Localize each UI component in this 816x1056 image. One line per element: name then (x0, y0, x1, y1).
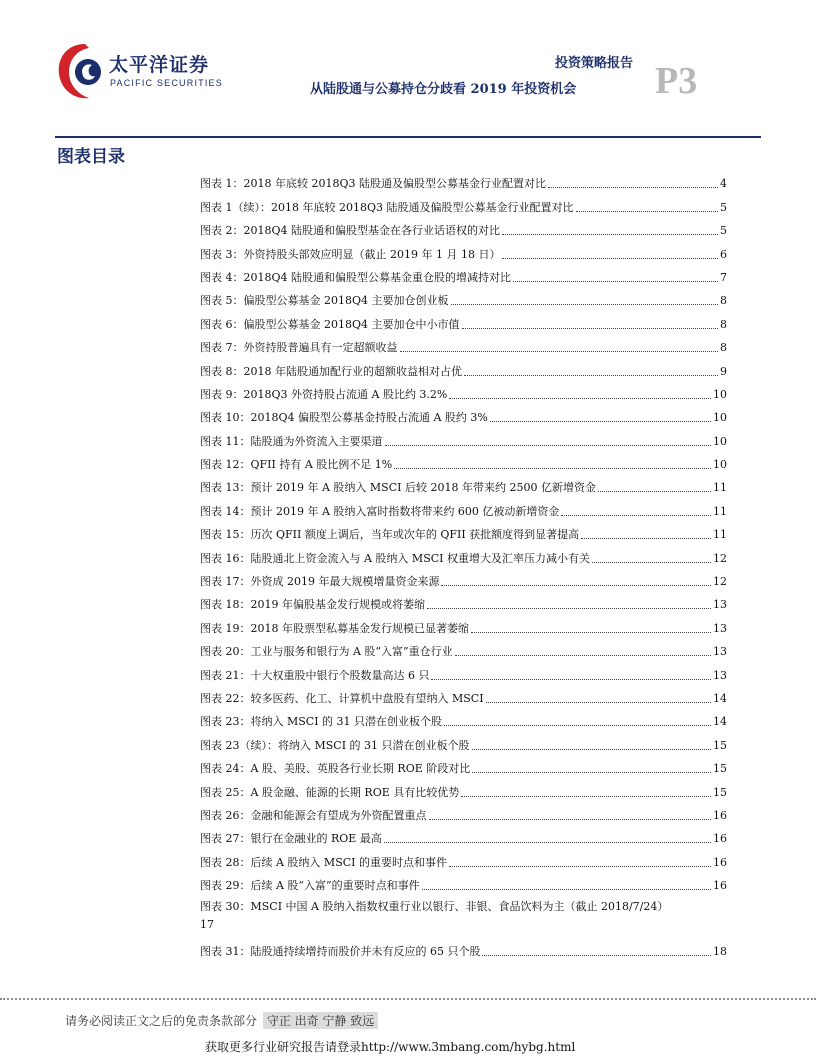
toc-dot-leader (472, 749, 711, 750)
toc-dot-leader (502, 258, 718, 259)
toc-dot-leader (581, 538, 711, 539)
toc-entry-page: 15 (713, 785, 727, 799)
toc-entry-page: 16 (713, 832, 727, 846)
toc-entry[interactable] (200, 729, 727, 752)
toc-entry-label: 图表 9：2018Q3 外资持股占流通 A 股比约 3.2% (200, 387, 448, 401)
toc-entry[interactable] (200, 215, 727, 238)
toc-entry-label: 图表 20：工业与服务和银行为 A 股“入富”重仓行业 (200, 645, 453, 659)
toc-entry[interactable] (200, 846, 727, 869)
toc-entry[interactable] (200, 168, 727, 191)
toc-entry[interactable] (200, 870, 727, 893)
toc-entry-label: 图表 28：后续 A 股纳入 MSCI 的重要时点和事件 (200, 855, 447, 869)
toc-entry[interactable] (200, 285, 727, 308)
toc-dot-leader (486, 702, 711, 703)
toc-entry-page: 12 (713, 575, 727, 589)
toc-entry-label: 图表 14：预计 2019 年 A 股纳入富时指数将带来约 600 亿被动新增资金 (200, 504, 560, 518)
table-of-figures (200, 168, 727, 959)
toc-entry-page: 8 (720, 294, 727, 308)
toc-entry-page: 11 (713, 481, 727, 495)
toc-entry-page: 16 (713, 879, 727, 893)
toc-entry-page: 16 (713, 855, 727, 869)
toc-dot-leader (449, 398, 711, 399)
company-logo (55, 40, 225, 102)
toc-entry-page: 8 (720, 317, 727, 331)
toc-entry-label: 图表 2：2018Q4 陆股通和偏股型基金在各行业话语权的对比 (200, 224, 501, 238)
toc-entry-label: 图表 1（续）：2018 年底较 2018Q3 陆股通及偏股型公募基金行业配置对比 (200, 200, 574, 214)
toc-entry-label: 图表 24：A 股、美股、英股各行业长期 ROE 阶段对比 (200, 762, 471, 776)
toc-entry-label: 图表 11：陆股通为外资流入主要渠道 (200, 434, 383, 448)
toc-entry-page: 4 (720, 177, 727, 191)
toc-entry[interactable] (200, 472, 727, 495)
toc-entry-page: 5 (720, 200, 727, 214)
toc-dot-leader (429, 819, 712, 820)
toc-entry-page: 8 (720, 341, 727, 355)
toc-dot-leader (592, 562, 711, 563)
toc-entry-page: 13 (713, 645, 727, 659)
toc-entry[interactable] (200, 238, 727, 261)
toc-dot-leader (502, 234, 718, 235)
toc-entry-page: 18 (713, 944, 727, 958)
toc-entry-page: 13 (713, 598, 727, 612)
header-divider (55, 136, 761, 138)
toc-entry[interactable] (200, 683, 727, 706)
toc-dot-leader (441, 585, 711, 586)
toc-dot-leader (513, 281, 718, 282)
toc-entry-label: 图表 23（续）：将纳入 MSCI 的 31 只潜在创业板个股 (200, 738, 470, 752)
download-notice[interactable]: 获取更多行业研究报告请登录http://www.3mbang.com/hybg.html (205, 1040, 576, 1054)
section-title: 图表目录 (57, 147, 125, 167)
toc-entry-label: 图表 3：外资持股头部效应明显（截止 2019 年 1 月 18 日） (200, 247, 501, 261)
toc-entry[interactable] (200, 449, 727, 472)
toc-entry-page: 14 (713, 715, 727, 729)
toc-entry[interactable] (200, 355, 727, 378)
toc-dot-leader (482, 955, 711, 956)
toc-entry-label: 图表 7：外资持股普遍具有一定超额收益 (200, 341, 398, 355)
toc-dot-leader (462, 328, 719, 329)
toc-entry[interactable] (200, 191, 727, 214)
toc-dot-leader (427, 608, 711, 609)
toc-entry-label: 图表 1：2018 年底较 2018Q3 陆股通及偏股型公募基金行业配置对比 (200, 177, 546, 191)
toc-entry[interactable] (200, 706, 727, 729)
toc-entry[interactable] (200, 636, 727, 659)
toc-dot-leader (464, 375, 718, 376)
report-type: 投资策略报告 (555, 56, 634, 71)
page-label: P3 (655, 60, 698, 102)
toc-dot-leader (451, 304, 719, 305)
toc-entry-page: 11 (713, 504, 727, 518)
toc-entry[interactable] (200, 262, 727, 285)
toc-dot-leader (400, 351, 719, 352)
toc-entry[interactable] (200, 612, 727, 635)
toc-entry[interactable] (200, 495, 727, 518)
toc-entry-label: 图表 21：十大权重股中银行个股数量高达 6 只 (200, 668, 430, 682)
toc-entry-page: 15 (713, 738, 727, 752)
toc-entry-label: 图表 12：QFII 持有 A 股比例不足 1% (200, 458, 393, 472)
toc-dot-leader (384, 842, 711, 843)
toc-entry[interactable] (200, 776, 727, 799)
toc-dot-leader (471, 632, 711, 633)
toc-entry-label: 图表 18：2019 年偏股基金发行规模或将萎缩 (200, 598, 425, 612)
toc-entry[interactable] (200, 519, 727, 542)
toc-entry[interactable] (200, 542, 727, 565)
toc-entry-page: 12 (713, 551, 727, 565)
toc-entry-label: 图表 25：A 股金融、能源的长期 ROE 具有比较优势 (200, 785, 460, 799)
toc-entry-label: 图表 10：2018Q4 偏股型公募基金持股占流通 A 股约 3% (200, 411, 488, 425)
document-title: 从陆股通与公募持仓分歧看 2019 年投资机会 (310, 82, 577, 97)
toc-entry[interactable] (200, 566, 727, 589)
toc-entry[interactable] (200, 893, 727, 935)
toc-entry-page: 16 (713, 808, 727, 822)
toc-entry[interactable] (200, 379, 727, 402)
toc-entry[interactable] (200, 402, 727, 425)
toc-entry[interactable] (200, 308, 727, 331)
toc-dot-leader (576, 211, 719, 212)
footer-divider (0, 998, 816, 1000)
toc-dot-leader (598, 491, 711, 492)
toc-entry-label: 图表 5：偏股型公募基金 2018Q4 主要加仓创业板 (200, 294, 449, 308)
company-motto: 守正 出奇 宁静 致远 (263, 1012, 378, 1029)
toc-dot-leader (472, 772, 711, 773)
toc-entry-page: 11 (713, 528, 727, 542)
toc-entry[interactable] (200, 935, 727, 958)
toc-entry-label: 图表 17：外资成 2019 年最大规模增量资金来源 (200, 575, 440, 589)
toc-entry-label: 图表 22：较多医药、化工、计算机中盘股有望纳入 MSCI (200, 691, 484, 705)
toc-entry-label: 图表 30：MSCI 中国 A 股纳入指数权重行业以银行、非银、食品饮料为主（截止 2018/7/24） 17 (200, 900, 669, 932)
toc-entry[interactable] (200, 425, 727, 448)
toc-dot-leader (548, 187, 718, 188)
toc-entry-label: 图表 29：后续 A 股“入富”的重要时点和事件 (200, 879, 420, 893)
toc-entry[interactable] (200, 589, 727, 612)
disclaimer-notice (65, 1012, 378, 1029)
toc-dot-leader (444, 725, 711, 726)
toc-entry-page: 17 (200, 918, 214, 932)
toc-entry-page: 14 (713, 691, 727, 705)
toc-entry-label: 图表 13：预计 2019 年 A 股纳入 MSCI 后较 2018 年带来约 2500 亿新增资金 (200, 481, 596, 495)
toc-entry-label: 图表 23：将纳入 MSCI 的 31 只潜在创业板个股 (200, 715, 443, 729)
toc-entry-page: 6 (720, 247, 727, 261)
toc-entry[interactable] (200, 332, 727, 355)
toc-entry-page: 5 (720, 224, 727, 238)
toc-entry-page: 15 (713, 762, 727, 776)
toc-entry-label: 图表 15：历次 QFII 额度上调后，当年或次年的 QFII 获批额度得到显著提高 (200, 528, 580, 542)
toc-entry-page: 9 (720, 364, 727, 378)
logo-mark-icon (55, 40, 105, 102)
toc-entry-label: 图表 8：2018 年陆股通加配行业的超额收益相对占优 (200, 364, 462, 378)
toc-entry[interactable] (200, 753, 727, 776)
toc-dot-leader (490, 421, 711, 422)
logo-english-name: PACIFIC SECURITIES (110, 78, 223, 88)
toc-dot-leader (461, 796, 711, 797)
toc-entry-label: 图表 31：陆股通持续增持而股价并未有反应的 65 只个股 (200, 944, 481, 958)
toc-entry-page: 13 (713, 621, 727, 635)
toc-dot-leader (385, 445, 712, 446)
toc-dot-leader (422, 889, 711, 890)
toc-entry-label: 图表 19：2018 年股票型私募基金发行规模已显著萎缩 (200, 621, 469, 635)
disclaimer-text: 请务必阅读正文之后的免责条款部分 (65, 1014, 258, 1028)
toc-entry-label: 图表 16：陆股通北上资金流入与 A 股纳入 MSCI 权重增大及汇率压力减小有关 (200, 551, 590, 565)
toc-dot-leader (394, 468, 711, 469)
toc-entry[interactable] (200, 800, 727, 823)
toc-entry-label: 图表 4：2018Q4 陆股通和偏股型公募基金重仓股的增减持对比 (200, 270, 512, 284)
logo-chinese-name: 太平洋证券 (109, 54, 210, 76)
toc-dot-leader (449, 866, 711, 867)
toc-dot-leader (455, 655, 711, 656)
toc-entry-page: 10 (713, 434, 727, 448)
toc-dot-leader (561, 515, 711, 516)
toc-entry-page: 10 (713, 387, 727, 401)
toc-entry-page: 7 (720, 270, 727, 284)
toc-entry-page: 10 (713, 411, 727, 425)
toc-entry[interactable] (200, 659, 727, 682)
toc-entry[interactable] (200, 823, 727, 846)
toc-entry-label: 图表 26：金融和能源会有望成为外资配置重点 (200, 808, 427, 822)
toc-entry-label: 图表 6：偏股型公募基金 2018Q4 主要加仓中小市值 (200, 317, 460, 331)
toc-entry-page: 13 (713, 668, 727, 682)
toc-entry-page: 10 (713, 458, 727, 472)
toc-dot-leader (431, 679, 711, 680)
toc-entry-label: 图表 27：银行在金融业的 ROE 最高 (200, 832, 382, 846)
